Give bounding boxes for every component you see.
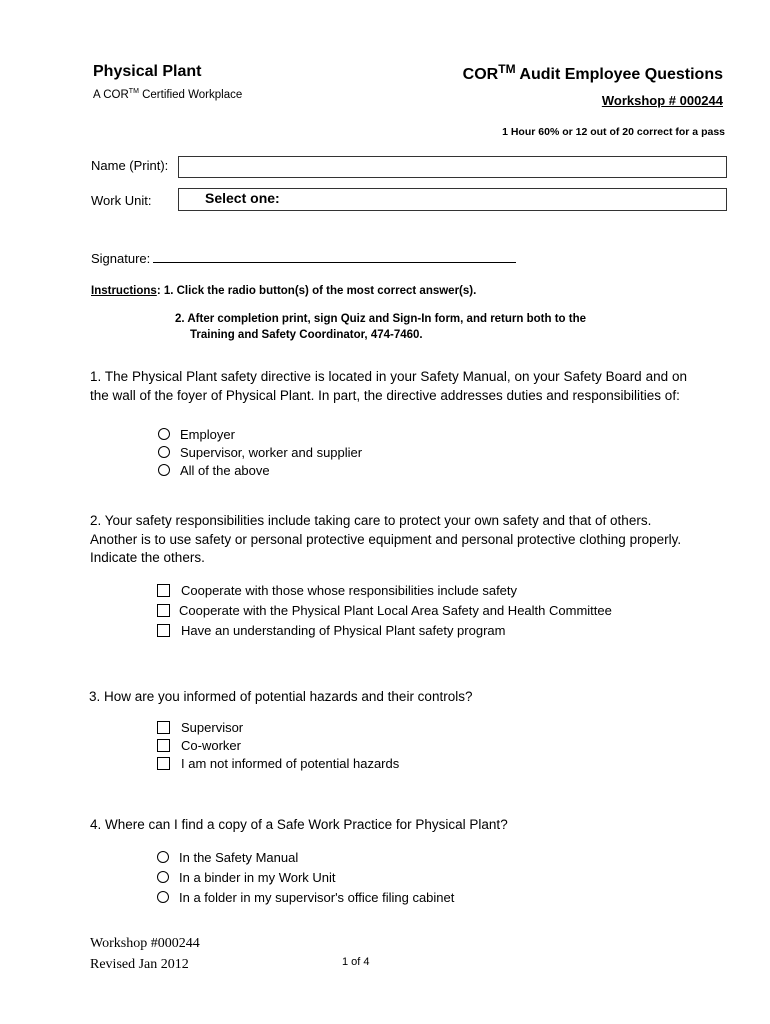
footer-workshop: Workshop #000244 [90,936,200,951]
instructions-step-2-line-2: Training and Safety Coordinator, 474-7460. [190,329,423,341]
audit-prefix: COR [462,66,499,83]
option-label: In the Safety Manual [179,849,299,865]
footer-revised: Revised Jan 2012 [90,957,189,972]
radio-button[interactable] [158,446,170,458]
audit-title [463,62,723,84]
radio-button[interactable] [158,464,170,476]
page-number: 1 of 4 [342,956,370,968]
question-4-text: 4. Where can I find a copy of a Safe Work Practice for Physical Plant? [90,817,508,832]
checkbox[interactable] [157,584,170,597]
name-label: Name (Print): [91,158,169,173]
certified-suffix: Certified Workplace [138,88,243,101]
option-label: Co-worker [181,737,241,753]
instructions-step-2-line-1: 2. After completion print, sign Quiz and Sign-In form, and return both to the [175,313,587,325]
question-4-option-1[interactable] [157,847,454,867]
question-3-option-3[interactable] [157,754,399,772]
question-4-options [157,847,454,907]
question-1-text: 1. The Physical Plant safety directive is located in your Safety Manual, on your Safety Board and on the wall of the foyer of Physical Plant. In part, the directive addresses duties and responsibilities of: [90,369,687,403]
radio-button[interactable] [157,871,169,883]
instructions-label: Instructions [91,285,157,297]
certified-prefix: A COR [93,88,129,101]
question-4-option-2[interactable] [157,867,454,887]
option-label: Cooperate with those whose responsibilities include safety [181,582,518,598]
workshop-number: Workshop # 000244 [601,93,723,108]
question-3-option-2[interactable] [157,736,399,754]
radio-button[interactable] [157,891,169,903]
option-label: Employer [180,426,235,442]
option-label: Supervisor [181,719,244,735]
question-2-option-2[interactable] [157,600,612,620]
question-2-option-1[interactable] [157,580,612,600]
work-unit-select[interactable]: Select one: [178,188,727,211]
question-3-options [157,718,399,772]
radio-button[interactable] [158,428,170,440]
audit-sup: TM [498,62,516,76]
name-field[interactable] [178,156,727,178]
instructions-step-1-text: : 1. Click the radio button(s) of the most correct answer(s). [156,285,477,297]
question-1-option-3[interactable] [158,461,362,479]
option-label: In a folder in my supervisor's office filing cabinet [179,889,455,905]
radio-button[interactable] [157,851,169,863]
question-2-text: 2. Your safety responsibilities include taking care to protect your own safety and that of others. Another is to use safety or personal protective equipment and personal protective clothing properly. Indicate the others. [90,513,682,565]
question-2-options [157,580,612,640]
question-4-option-3[interactable] [157,887,454,907]
question-1-option-2[interactable] [158,443,362,461]
instructions-step-2 [175,311,586,343]
question-3-text: 3. How are you informed of potential hazards and their controls? [89,689,473,704]
certified-workplace [93,88,242,101]
name-input[interactable] [179,157,726,177]
option-label: Have an understanding of Physical Plant safety program [181,622,506,638]
org-name: Physical Plant [93,63,202,80]
instructions-step-1 [91,285,476,297]
option-label: Supervisor, worker and supplier [180,444,363,460]
audit-suffix: Audit Employee Questions [515,66,723,83]
option-label: In a binder in my Work Unit [179,869,336,885]
checkbox[interactable] [157,604,170,617]
question-3-option-1[interactable] [157,718,399,736]
option-label: I am not informed of potential hazards [181,755,400,771]
signature-label: Signature: [91,251,151,266]
question-2-option-3[interactable] [157,620,612,640]
certified-sup: TM [128,88,139,95]
option-label: Cooperate with the Physical Plant Local Area Safety and Health Committee [179,602,612,618]
checkbox[interactable] [157,739,170,752]
work-unit-label: Work Unit: [91,193,152,208]
option-label: All of the above [180,462,270,478]
checkbox[interactable] [157,624,170,637]
question-1-options [158,425,362,479]
checkbox[interactable] [157,721,170,734]
question-1-option-1[interactable] [158,425,362,443]
signature-line[interactable] [153,262,516,263]
checkbox[interactable] [157,757,170,770]
pass-note: 1 Hour 60% or 12 out of 20 correct for a pass [502,126,725,138]
